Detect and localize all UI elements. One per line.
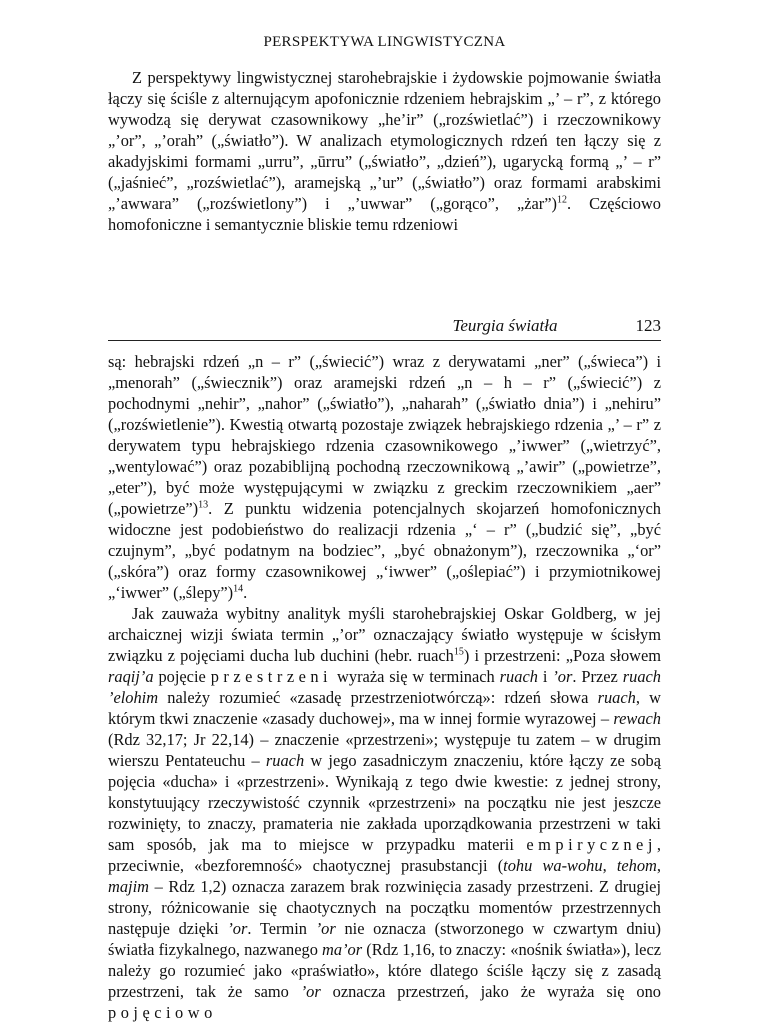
top-paragraph: Z perspektywy lingwistycznej starohebrajskie i żydowskie pojmowanie światła łączy się ściśle z alternującym apofonicznie rdzeniem hebrajskim „’ – r”, z którego wywodzą się derywat czasownikowy „he’ir” („rozświetlać”) i rzeczownikowy „’or”, „’orah” („światło”). W analizach etymologicznych rdzeń ten łączy się z akadyjskimi formami „urru”, „ūrru” („światło”, „dzień”), ugarycką formą „’ – r” („jaśnieć”, „rozświetlać”), aramejską „’ur” („światło”) oraz formami arabskimi „’awwara” („rozświetlony”) i „’uwwar” („gorąco”, „żar”)$^{12}$. Częściowo homofoniczne i semantycznie bliskie temu rdzeniowi — [108, 68, 661, 234]
italic-term: ruach — [265, 751, 305, 770]
footnote-ref: 13 — [198, 499, 209, 511]
footnote-ref: 15 — [453, 646, 464, 658]
italic-term: tehom — [616, 856, 657, 875]
italic-term: tohu wa-wohu — [503, 856, 603, 875]
bottom-page-fragment — [108, 316, 661, 1023]
italic-term: ma’or — [322, 940, 363, 959]
italic-term: ’or — [315, 919, 336, 938]
italic-term: ’or — [300, 982, 321, 1001]
italic-term: ’or — [552, 667, 573, 686]
spaced-term: pojęciowo — [108, 1003, 217, 1022]
italic-term: ’or — [227, 919, 248, 938]
top-page-fragment — [108, 0, 661, 235]
running-head: PERSPEKTYWA LINGWISTYCZNA — [263, 34, 506, 50]
italic-term: ruach — [499, 667, 538, 686]
italic-term: majim — [108, 877, 149, 896]
spaced-term: empirycznej — [526, 835, 657, 854]
footnote-ref: 12 — [556, 194, 567, 206]
body-paragraph-2: Jak zauważa wybitny analityk myśli starohebrajskiej Oskar Goldberg, w jej archaicznej wizji świata termin „’or” oznaczający światło występuje w ścisłym związku z pojęciami ducha lub duchini (hebr. ruach$^{15}$) i przestrzeni: „Poza słowem raqij’a pojęcie przestrzeni wyraża się w terminach ruach i ’or. Przez ruach ’elohim należy rozumieć «zasadę przestrzeniotwórczą»: rdzeń słowa ruach, w którym tkwi znaczenie «zasady duchowej», ma w innej formie wyrazowej – rewach (Rdz 32,17; Jr 22,14) – znaczenie «przestrzeni»; występuje tu zatem – w drugim wierszu Pentateuchu – ruach w jego zasadniczym znaczeniu, które łączy ze sobą pojęcia «ducha» i «przestrzeni». Wynikają z tego dwie kwestie: z jednej strony, konstytuujący rzeczywistość czynnik «przestrzeni» na początku nie jest jeszcze rozwinięty, to znaczy, pramateria nie zakłada uporządkowania przestrzeni w taki sam sposób, jak ma to miejsce w przypadku materii empirycznej, przeciwnie, «bezforemność» chaotycznej prasubstancji (tohu wa-wohu, tehom, majim – Rdz 1,2) oznacza zarazem brak rozwinięcia zasady przestrzeni. Z drugiej strony, różnicowanie się chaotycznych na początku momentów przestrzennych następuje dzięki ’or. Termin ’or nie oznacza (stworzonego w czwartym dniu) światła fizykalnego, nazwanego ma’or (Rdz 1,16, to znaczy: «nośnik światła»), lecz należy go rozumieć jako «praświatło», które dlatego ściśle łączy się z zasadą przestrzeni, tak że samo ’or oznacza przestrzeń, jako że wyraża się ono pojęciowo — [108, 604, 662, 1022]
italic-term: ruach ’elohim — [108, 667, 661, 707]
italic-term: rewach — [613, 709, 661, 728]
footnote-ref: 14 — [233, 583, 244, 595]
italic-term: raqij’a — [108, 667, 154, 686]
spaced-term: przestrzeni — [210, 667, 333, 686]
header-title: Teurgia światła — [452, 316, 558, 335]
page-number: 123 — [635, 316, 661, 335]
page-header — [108, 316, 661, 341]
italic-term: ruach — [597, 688, 636, 707]
body-paragraph-1: są: hebrajski rdzeń „n – r” („świecić”) wraz z derywatami „ner” („świeca”) i „menorah” („świecznik”) oraz aramejski rdzeń „n – h – r” („świecić”) z pochodnymi „nehir”, „nahor” („światło”), „naharah” („światło dnia”) i „nehiru” („rozświetlenie”). Kwestią otwartą pozostaje związek hebrajskiego rdzenia „’ – r” z derywatem typu hebrajskiego rdzenia czasownikowego „’iwwer” („wietrzyć”, „wentylować”) oraz pozabiblijną pochodną rzeczownikową „’awir” („powietrze”, „eter”), być może występującymi w związku z greckim rzeczownikiem „aer” („powietrze”)$^{13}$. Z punktu widzenia potencjalnych skojarzeń homofonicznych widoczne jest podobieństwo do realizacji rdzenia „‘ – r” („budzić się”, „być czujnym”, „być podatnym na bodziec”, „być obnażonym”), rzeczownika „‘or” („skóra”) oraz formy czasownikowej „‘iwwer” („oślepiać”) i przymiotnikowej „‘iwwer” („ślepy”)$^{14}$. — [108, 352, 661, 602]
